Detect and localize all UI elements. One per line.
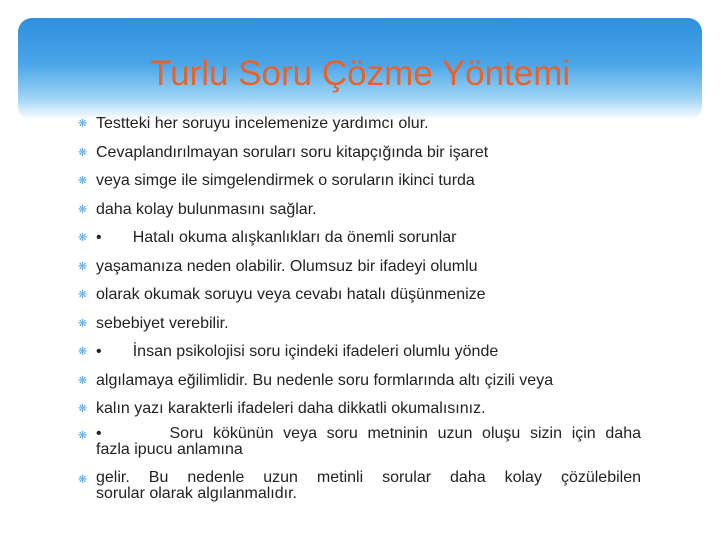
list-item xyxy=(0,167,720,195)
list-item xyxy=(0,367,720,395)
bullet-icon: ❋ xyxy=(78,474,88,486)
list-item xyxy=(0,395,720,423)
bullet-icon: ❋ xyxy=(78,346,88,358)
bullet-text: Cevaplandırılmayan soruları soru kitapçığında bir işaret xyxy=(96,144,489,161)
bullet-icon: ❋ xyxy=(78,204,88,216)
bullet-text: • Hatalı okuma alışkanlıkları da önemli sorunlar xyxy=(96,229,457,246)
bullet-text: kalın yazı karakterli ifadeleri daha dikkatli okumalısınız. xyxy=(96,400,486,417)
slide-title: Turlu Soru Çözme Yöntemi xyxy=(150,54,571,93)
bullet-text-line: gelir. Bu nedenle uzun metinli sorular daha kolay çözülebilen xyxy=(96,469,641,486)
list-item xyxy=(0,281,720,309)
bullet-icon: ❋ xyxy=(78,175,88,187)
list-item xyxy=(0,422,720,458)
bullet-icon: ❋ xyxy=(78,289,88,301)
bullet-text: veya simge ile simgelendirmek o soruların ikinci turda xyxy=(96,172,475,189)
bullet-text: algılamaya eğilimlidir. Bu nedenle soru formlarında altı çizili veya xyxy=(96,372,554,389)
bullet-text: daha kolay bulunmasını sağlar. xyxy=(96,201,317,218)
bullet-text: Testteki her soruyu incelemenize yardımcı olur. xyxy=(96,115,429,132)
list-item xyxy=(0,139,720,167)
bullet-icon: ❋ xyxy=(78,261,88,273)
list-item xyxy=(0,196,720,224)
bullet-text-line: sorular olarak algılanmalıdır. xyxy=(96,485,297,502)
list-item xyxy=(0,310,720,338)
bullet-text: yaşamanıza neden olabilir. Olumsuz bir ifadeyi olumlu xyxy=(96,258,478,275)
bullet-text: • İnsan psikolojisi soru içindeki ifadeleri olumlu yönde xyxy=(96,343,499,360)
bullet-text: olarak okumak soruyu veya cevabı hatalı düşünmenize xyxy=(96,286,486,303)
bullet-icon: ❋ xyxy=(78,430,88,442)
bullet-icon: ❋ xyxy=(78,375,88,387)
list-item xyxy=(0,466,720,502)
bullet-text: sebebiyet verebilir. xyxy=(96,315,229,332)
bullet-icon: ❋ xyxy=(78,232,88,244)
bullet-text-line: fazla ipucu anlamına xyxy=(96,441,243,458)
bullet-text xyxy=(96,470,641,502)
bullet-icon: ❋ xyxy=(78,403,88,415)
bullet-icon: ❋ xyxy=(78,118,88,130)
bullet-text xyxy=(96,426,641,458)
list-item xyxy=(0,224,720,252)
list-item xyxy=(0,110,720,138)
list-item xyxy=(0,338,720,366)
bullet-icon: ❋ xyxy=(78,318,88,330)
bullet-text-line: • Soru kökünün veya soru metninin uzun oluşu sizin için daha xyxy=(96,425,641,442)
list-item xyxy=(0,253,720,281)
bullet-icon: ❋ xyxy=(78,147,88,159)
